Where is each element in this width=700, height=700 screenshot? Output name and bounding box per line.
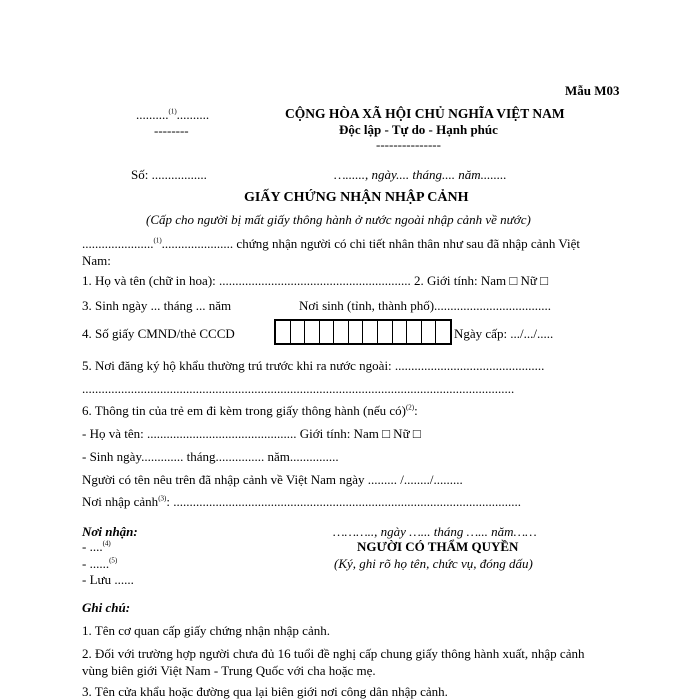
signature-note: (Ký, ghi rõ họ tên, chức vụ, đóng dấu) bbox=[334, 556, 533, 571]
id-digit-box bbox=[305, 321, 320, 343]
field-name-gender: 1. Họ và tên (chữ in hoa): ........................................................... 2. Giới tính: Nam □ Nữ □ bbox=[82, 273, 548, 288]
motto: Độc lập - Tự do - Hạnh phúc bbox=[339, 122, 498, 137]
signature-date: ……….., ngày …... tháng …... năm…… bbox=[333, 524, 537, 539]
note-2: 2. Đối với trường hợp người chưa đủ 16 tuổi đề nghị cấp chung giấy thông hành xuất, nhập cảnh bbox=[82, 646, 585, 661]
recipients-title: Nơi nhận: bbox=[82, 524, 138, 539]
field-child-info: 6. Thông tin của trẻ em đi kèm trong giấy thông hành (nếu có)$^{(2)}$: bbox=[82, 403, 418, 418]
field-residence: 5. Nơi đăng ký hộ khẩu thường trú trước khi ra nước ngoài: .............................................. bbox=[82, 358, 545, 373]
notes-title: Ghi chú: bbox=[82, 600, 131, 615]
recipient-1: - ....$^{(4)}$ bbox=[82, 539, 111, 554]
id-digit-box bbox=[276, 321, 291, 343]
note-3: 3. Tên cửa khẩu hoặc đường qua lại biên giới nơi công dân nhập cảnh. bbox=[82, 684, 448, 699]
id-digit-box bbox=[291, 321, 306, 343]
document-subtitle: (Cấp cho người bị mất giấy thông hành ở nước ngoài nhập cảnh về nước) bbox=[146, 212, 531, 227]
id-digit-box bbox=[422, 321, 437, 343]
note-1: 1. Tên cơ quan cấp giấy chứng nhận nhập cảnh. bbox=[82, 623, 330, 638]
id-digit-box bbox=[363, 321, 378, 343]
form-code: Mẫu M03 bbox=[565, 83, 620, 98]
id-digit-box bbox=[393, 321, 408, 343]
nation-name: CỘNG HÒA XÃ HỘI CHỦ NGHĨA VIỆT NAM bbox=[285, 106, 565, 121]
child-name-gender: - Họ và tên: .............................................. Giới tính: Nam □ Nữ □ bbox=[82, 426, 421, 441]
issuing-agency: ..........$^{(1)}$.......... bbox=[136, 107, 210, 122]
entry-date: Người có tên nêu trên đã nhập cảnh về Việt Nam ngày ......... /......../......... bbox=[82, 472, 463, 487]
intro-line: ......................$^{(1)}$...................... chứng nhận người có chi tiết nhân thân như sau đã nhập cảnh Việt bbox=[82, 236, 581, 251]
note-2-continued: vùng biên giới Việt Nam - Trung Quốc với cha hoặc mẹ. bbox=[82, 663, 376, 678]
entry-point: Nơi nhập cảnh$^{(3)}$: ........................................................................................................... bbox=[82, 494, 521, 509]
id-number-boxes bbox=[274, 319, 452, 345]
id-digit-box bbox=[320, 321, 335, 343]
id-digit-box bbox=[407, 321, 422, 343]
field-id-issue-date: Ngày cấp: .../.../..... bbox=[454, 326, 554, 341]
document-number: Số: ................. bbox=[131, 167, 207, 182]
recipient-2: - ......$^{(5)}$ bbox=[82, 556, 118, 571]
document-title: GIẤY CHỨNG NHẬN NHẬP CẢNH bbox=[244, 190, 469, 205]
issue-date: …......, ngày.... tháng.... năm........ bbox=[334, 167, 507, 182]
field-id-label: 4. Số giấy CMND/thẻ CCCD bbox=[82, 326, 235, 341]
id-digit-box bbox=[334, 321, 349, 343]
field-birthplace: Nơi sinh (tỉnh, thành phố).................................... bbox=[299, 298, 552, 313]
field-residence-continued: ..................................................................................................................................... bbox=[82, 381, 515, 396]
recipient-archive: - Lưu ...... bbox=[82, 572, 134, 587]
motto-underline: --------------- bbox=[376, 137, 441, 152]
signature-title: NGƯỜI CÓ THẨM QUYỀN bbox=[357, 539, 519, 554]
id-digit-box bbox=[349, 321, 364, 343]
id-digit-box bbox=[436, 321, 450, 343]
field-dob: 3. Sinh ngày ... tháng ... năm bbox=[82, 298, 232, 313]
child-dob: - Sinh ngày............. tháng............... năm............... bbox=[82, 449, 339, 464]
id-digit-box bbox=[378, 321, 393, 343]
agency-underline: -------- bbox=[154, 123, 189, 138]
intro-line-2: Nam: bbox=[82, 253, 111, 268]
